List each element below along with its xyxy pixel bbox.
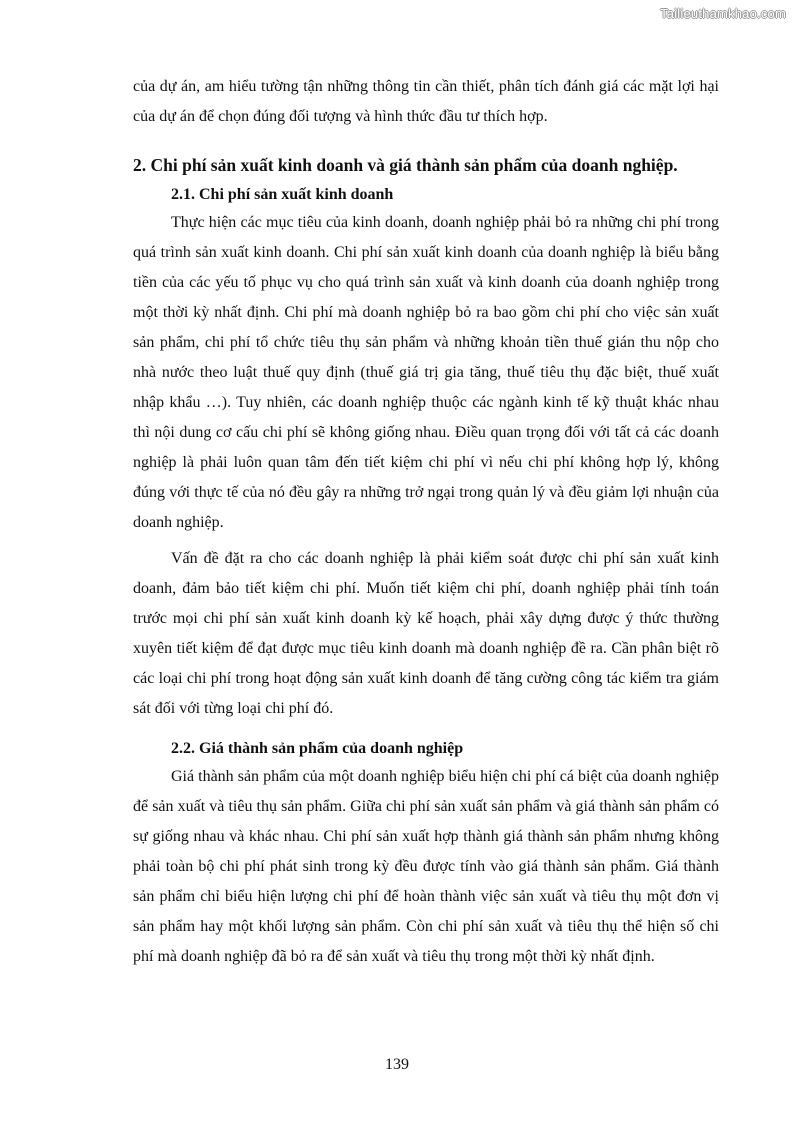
paragraph-intro-continuation: của dự án, am hiểu tường tận những thông tin cần thiết, phân tích đánh giá các mặt lợi hại của dự án để chọn đúng đối tượng và hình thức đầu tư thích hợp. — [133, 78, 719, 125]
paragraph-cost-control: Vấn đề đặt ra cho các doanh nghiệp là phải kiểm soát được chi phí sản xuất kinh doanh, đảm bảo tiết kiệm chi phí. Muốn tiết kiệm chi phí, doanh nghiệp phải tính toán trước mọi chi phí sản xuất kinh doanh kỳ kế hoạch, phải xây dựng được ý thức thường xuyên tiết kiệm để đạt được mục tiêu kinh doanh mà doanh nghiệp đề ra. Cần phân biệt rõ các loại chi phí trong hoạt động sản xuất kinh doanh để tăng cường công tác kiểm tra giám sát đối với từng loại chi phí đó. — [133, 550, 719, 717]
document-body — [133, 72, 719, 972]
paragraph-product-cost: Giá thành sản phẩm của một doanh nghiệp biểu hiện chi phí cá biệt của doanh nghiệp để sản xuất và tiêu thụ sản phẩm. Giữa chi phí sản xuất sản phẩm và giá thành sản phẩm có sự giống nhau và khác nhau. Chi phí sản xuất hợp thành giá thành sản phẩm nhưng không phải toàn bộ chi phí phát sinh trong kỳ đều được tính vào giá thành sản phẩm. Giá thành sản phẩm chỉ biểu hiện lượng chi phí để hoàn thành việc sản xuất và tiêu thụ một đơn vị sản phẩm hay một khối lượng sản phẩm. Còn chi phí sản xuất và tiêu thụ thể hiện số chi phí mà doanh nghiệp đã bỏ ra để sản xuất và tiêu thụ trong một thời kỳ nhất định. — [133, 768, 719, 965]
page-number: 139 — [385, 1056, 409, 1073]
section-heading-2: 2. Chi phí sản xuất kinh doanh và giá thành sản phẩm của doanh nghiệp. — [133, 155, 678, 175]
subsection-heading-2-2: 2.2. Giá thành sản phẩm của doanh nghiệp — [171, 740, 464, 757]
paragraph-costs-definition: Thực hiện các mục tiêu của kinh doanh, doanh nghiệp phải bỏ ra những chi phí trong quá trình sản xuất kinh doanh. Chi phí sản xuất kinh doanh của doanh nghiệp là biểu bằng tiền của các yếu tố phục vụ cho quá trình sản xuất và kinh doanh của doanh nghiệp trong một thời kỳ nhất định. Chi phí mà doanh nghiệp bỏ ra bao gồm chi phí cho việc sản xuất sản phẩm, chi phí tổ chức tiêu thụ sản phẩm và những khoản tiền thuế gián thu nộp cho nhà nước theo luật thuế quy định (thuế giá trị gia tăng, thuế tiêu thụ đặc biệt, thuế xuất nhập khẩu …). Tuy nhiên, các doanh nghiệp thuộc các ngành kinh tế kỹ thuật khác nhau thì nội dung cơ cấu chi phí sẽ không giống nhau. Điều quan trọng đối với tất cả các doanh nghiệp là phải luôn quan tâm đến tiết kiệm chi phí vì nếu chi phí không hợp lý, không đúng với thực tế của nó đều gây ra những trở ngại trong quản lý và đều giảm lợi nhuận của doanh nghiệp. — [133, 214, 719, 531]
watermark: Tailieuthamkhao.com — [660, 6, 786, 21]
subsection-heading-2-1: 2.1. Chi phí sản xuất kinh doanh — [171, 186, 394, 203]
